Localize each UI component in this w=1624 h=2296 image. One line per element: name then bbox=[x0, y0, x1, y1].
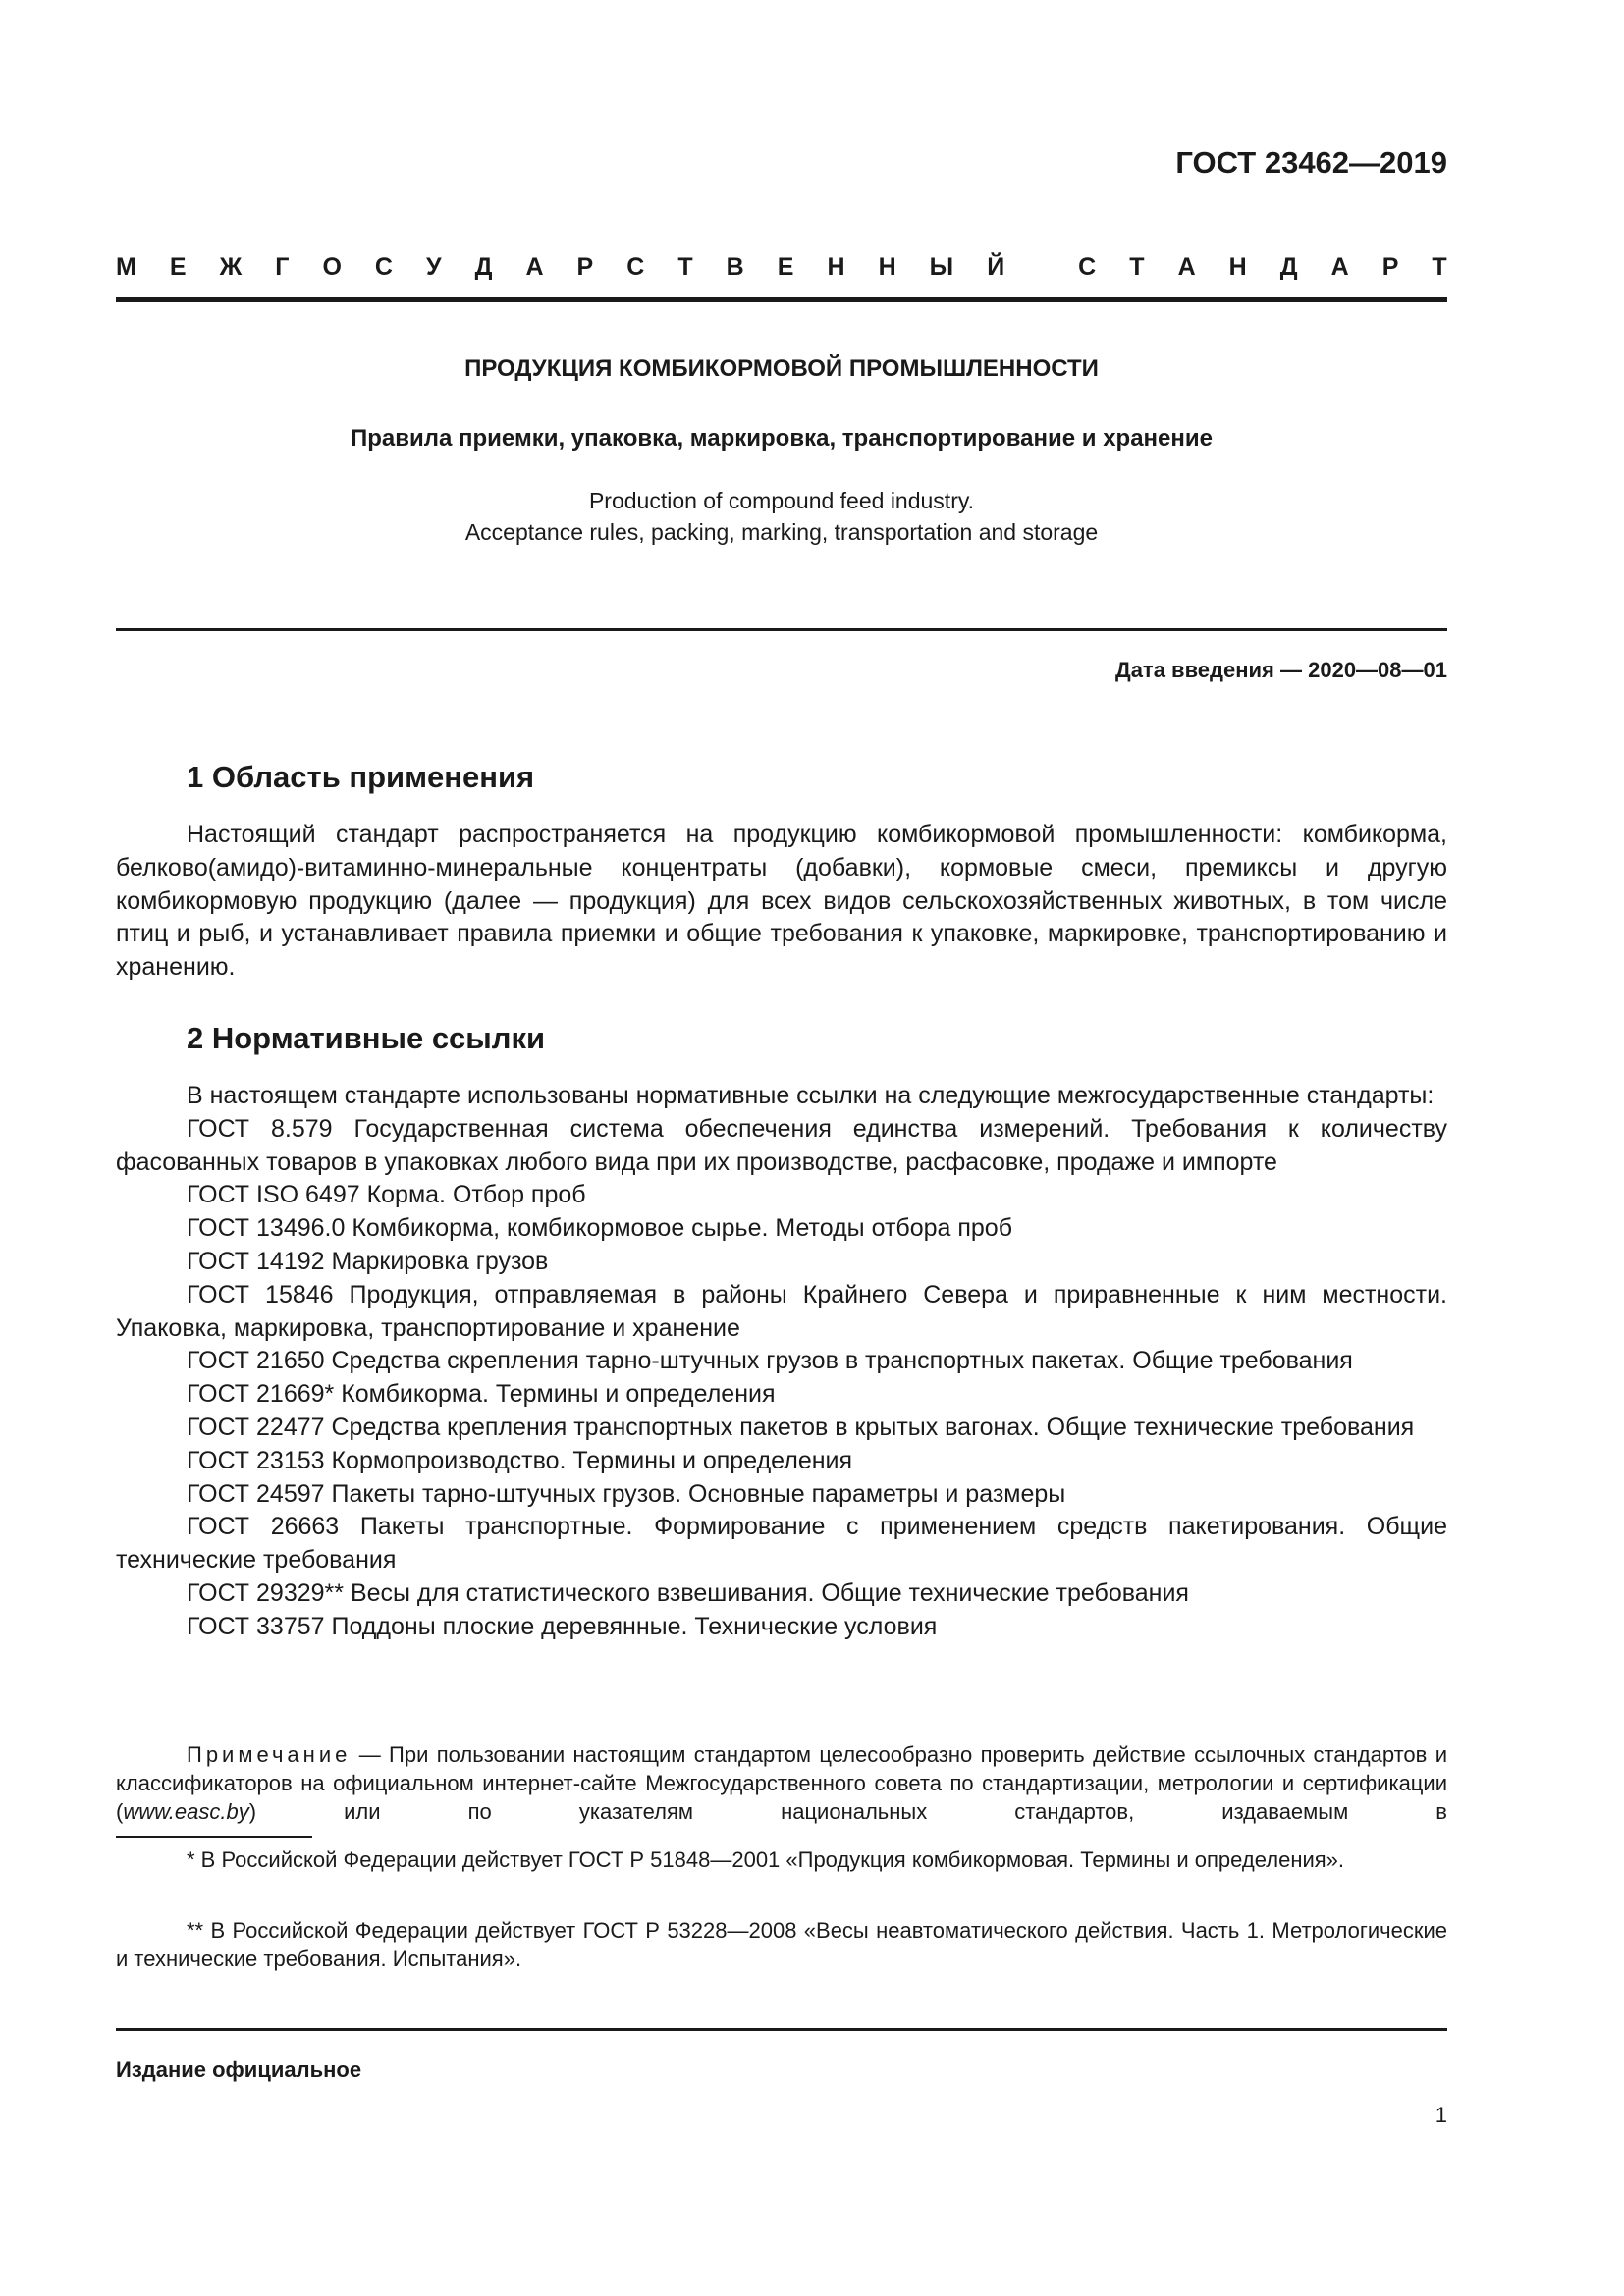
section-2-intro: В настоящем стандарте использованы нормативные ссылки на следующие межгосударственные стандарты: bbox=[187, 1082, 1435, 1109]
reference-item: ГОСТ 33757 Поддоны плоские деревянные. Технические условия bbox=[187, 1612, 938, 1640]
section-1-paragraph: Настоящий стандарт распространяется на продукцию комбикормовой промышленности: комбикорма, белково(амидо)-витаминно-минеральные концентраты (добавки), кормовые смеси, премиксы и другую комбикормовую продукцию (далее — продукция) для всех видов сельскохозяйственных животных, в том числе птиц и рыб, и устанавливает правила приемки и общие требования к упаковке, маркировке, транспортированию и хранению. bbox=[116, 821, 1447, 982]
banner-letter: Ы bbox=[929, 253, 954, 281]
footnote-1-text: * В Российской Федерации действует ГОСТ Р 51848—2001 «Продукция комбикормовая. Термины и определения». bbox=[187, 1847, 1345, 1872]
banner-letter: Т bbox=[1432, 253, 1447, 281]
section-2-heading: 2 Нормативные ссылки bbox=[187, 1021, 546, 1055]
note-text-start: — При пользовании настоящим стандартом целесообразно проверить действие ссылочных стандартов и классификаторов на официальном интернет-сайте Межгосударственного совета по стандартизации, метрологии и сертификации ( bbox=[116, 1742, 1447, 1824]
banner-letter: О bbox=[322, 253, 342, 281]
banner-letter: Т bbox=[677, 253, 693, 281]
reference-item: ГОСТ 14192 Маркировка грузов bbox=[187, 1247, 549, 1275]
reference-item: ГОСТ 22477 Средства крепления транспортных пакетов в крытых вагонах. Общие технические требования bbox=[187, 1413, 1415, 1441]
footnote-2-text: ** В Российской Федерации действует ГОСТ Р 53228—2008 «Весы неавтоматического действия. Часть 1. Метрологические и технические требования. Испытания». bbox=[116, 1918, 1447, 1971]
banner-letter: С bbox=[626, 253, 645, 281]
banner-letter: Р bbox=[576, 253, 594, 281]
banner-letter: М bbox=[116, 253, 136, 281]
section-2-body bbox=[116, 1080, 1447, 1644]
introduction-date: Дата введения — 2020—08—01 bbox=[1115, 658, 1447, 682]
reference-item: ГОСТ 26663 Пакеты транспортные. Формирование с применением средств пакетирования. Общие технические требования bbox=[116, 1513, 1447, 1575]
banner-letter: Й bbox=[987, 253, 1005, 281]
title-rule bbox=[116, 628, 1447, 631]
note-url: www.easc.by bbox=[123, 1799, 249, 1824]
banner-letter: Р bbox=[1381, 253, 1399, 281]
banner-letter: Ж bbox=[219, 253, 243, 281]
reference-item: ГОСТ 8.579 Государственная система обеспечения единства измерений. Требования к количеству фасованных товаров в упаковках любого вида при их производстве, расфасовке, продаже и импорте bbox=[116, 1114, 1447, 1176]
reference-item: ГОСТ 23153 Кормопроизводство. Термины и определения bbox=[187, 1446, 853, 1474]
banner-letter: Д bbox=[474, 253, 493, 281]
document-subtitle: Правила приемки, упаковка, маркировка, транспортирование и хранение bbox=[350, 425, 1213, 452]
banner-letter: А bbox=[1177, 253, 1196, 281]
banner-letter: У bbox=[426, 253, 442, 281]
header-rule bbox=[116, 297, 1447, 302]
banner-letter: С bbox=[374, 253, 393, 281]
reference-item: ГОСТ 21669* Комбикорма. Термины и определения bbox=[187, 1380, 776, 1409]
edition-label: Издание официальное bbox=[116, 2057, 362, 2082]
english-title-line-2: Acceptance rules, packing, marking, transportation and storage bbox=[464, 519, 1099, 545]
section-2-note bbox=[116, 1740, 1447, 1826]
note-label: Примечание bbox=[187, 1742, 352, 1767]
reference-item: ГОСТ 13496.0 Комбикорма, комбикормовое сырье. Методы отбора проб bbox=[187, 1214, 1013, 1243]
banner-gap bbox=[1038, 252, 1045, 282]
banner-letter: С bbox=[1078, 253, 1097, 281]
reference-item: ГОСТ 24597 Пакеты тарно-штучных грузов. Основные параметры и размеры bbox=[187, 1479, 1066, 1508]
banner-letter: Н bbox=[878, 253, 896, 281]
banner-letter: Г bbox=[275, 253, 290, 281]
footnote-1 bbox=[116, 1845, 1447, 1874]
banner-letter: А bbox=[1330, 253, 1349, 281]
section-1-heading: 1 Область применения bbox=[187, 760, 535, 794]
footer-rule bbox=[116, 2028, 1447, 2031]
banner-letter: Е bbox=[169, 253, 187, 281]
reference-item: ГОСТ 15846 Продукция, отправляемая в районы Крайнего Севера и приравненные к ним местности. Упаковка, маркировка, транспортирование и хранение bbox=[116, 1280, 1447, 1342]
note-text-end: ) или по указателям национальных стандартов, издаваемым в bbox=[248, 1799, 1447, 1824]
footnote-2 bbox=[116, 1916, 1447, 1973]
document-title: ПРОДУКЦИЯ КОМБИКОРМОВОЙ ПРОМЫШЛЕННОСТИ bbox=[464, 355, 1099, 382]
reference-item: ГОСТ 29329** Весы для статистического взвешивания. Общие технические требования bbox=[187, 1578, 1189, 1607]
banner-letter: В bbox=[726, 253, 744, 281]
banner-letter: Н bbox=[827, 253, 845, 281]
banner-letter: Т bbox=[1129, 253, 1145, 281]
footnote-separator bbox=[116, 1836, 312, 1838]
standard-type-banner bbox=[116, 252, 1447, 282]
section-1-body bbox=[116, 819, 1447, 1018]
standard-code: ГОСТ 23462—2019 bbox=[1175, 145, 1447, 180]
banner-letter: Н bbox=[1228, 253, 1247, 281]
banner-letter: Д bbox=[1279, 253, 1298, 281]
page-number: 1 bbox=[1435, 2103, 1447, 2127]
reference-item: ГОСТ ISO 6497 Корма. Отбор проб bbox=[187, 1181, 586, 1209]
banner-letter: Е bbox=[777, 253, 794, 281]
banner-letter: А bbox=[525, 253, 544, 281]
reference-item: ГОСТ 21650 Средства скрепления тарно-штучных грузов в транспортных пакетах. Общие требования bbox=[187, 1347, 1353, 1375]
english-title-line-1: Production of compound feed industry. bbox=[588, 488, 975, 513]
